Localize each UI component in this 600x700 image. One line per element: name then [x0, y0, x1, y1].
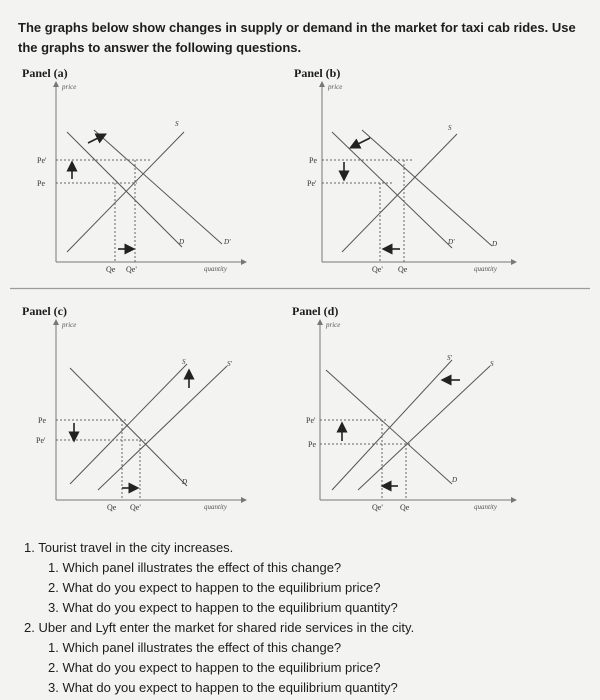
panel-b-graph	[292, 66, 552, 286]
supply-label: S	[175, 120, 179, 128]
supply-curve	[358, 366, 490, 490]
question-2-3: 3. What do you expect to happen to the equilibrium quantity?	[48, 680, 398, 695]
panel-c-graph	[22, 304, 282, 524]
p-new-label: Pe'	[307, 179, 317, 188]
q-old-label: Qe	[106, 265, 116, 274]
supply-label: S	[448, 124, 452, 132]
q-old-label: Qe	[400, 503, 410, 512]
panel-b-title: Panel (b)	[294, 66, 341, 80]
intro-text: The graphs below show changes in supply or demand in the market for taxi cab rides. Use the graphs to answer the following questions.	[18, 20, 576, 55]
supply-new-label: S'	[227, 360, 232, 368]
supply-label: S	[182, 358, 186, 366]
quantity-axis-label: quantity	[474, 503, 497, 511]
demand-curve	[67, 132, 185, 247]
question-1-1: 1. Which panel illustrates the effect of this change?	[48, 560, 342, 575]
p-old-label: Pe	[309, 156, 317, 165]
question-list	[24, 538, 584, 698]
question-1-2: 2. What do you expect to happen to the equilibrium price?	[48, 580, 381, 595]
price-axis-label: price	[62, 83, 77, 91]
price-axis-label: price	[326, 321, 341, 329]
quantity-axis-label: quantity	[204, 503, 227, 511]
supply-curve	[70, 364, 187, 484]
panel-d-title: Panel (d)	[292, 304, 339, 318]
panel-d-graph	[292, 304, 552, 524]
p-new-label: Pe'	[37, 156, 47, 165]
demand-label: D	[452, 476, 458, 484]
demand-label: D	[492, 240, 498, 248]
demand-shift-arrow	[88, 136, 102, 143]
question-2: 2. Uber and Lyft enter the market for shared ride services in the city.	[24, 620, 415, 635]
panel-divider	[10, 287, 590, 290]
price-axis-label: price	[328, 83, 343, 91]
p-old-label: Pe	[308, 440, 316, 449]
p-new-label: Pe'	[36, 436, 46, 445]
supply-new-label: S'	[447, 354, 452, 362]
demand-label: D	[179, 238, 185, 246]
question-1: 1. Tourist travel in the city increases.	[24, 540, 234, 555]
demand-curve	[70, 368, 187, 486]
panel-a-graph	[22, 66, 282, 286]
q-new-label: Qe'	[372, 265, 383, 274]
p-old-label: Pe	[37, 179, 45, 188]
quantity-axis-label: quantity	[474, 265, 497, 273]
q-old-label: Qe	[107, 503, 117, 512]
question-2-1: 1. Which panel illustrates the effect of this change?	[48, 640, 342, 655]
question-1-3: 3. What do you expect to happen to the equilibrium quantity?	[48, 600, 398, 615]
demand-curve-new	[94, 130, 222, 244]
supply-curve-new	[332, 360, 452, 490]
panel-c-title: Panel (c)	[22, 304, 67, 318]
demand-new-label: D'	[448, 238, 455, 246]
p-old-label: Pe	[38, 416, 46, 425]
q-old-label: Qe	[398, 265, 408, 274]
demand-shift-arrow	[354, 138, 370, 146]
q-new-label: Qe'	[126, 265, 137, 274]
demand-curve	[326, 370, 452, 484]
q-new-label: Qe'	[372, 503, 383, 512]
demand-curve-new	[332, 132, 452, 248]
supply-curve	[342, 134, 457, 252]
demand-curve	[362, 130, 492, 246]
demand-label: D	[182, 478, 188, 486]
q-new-label: Qe'	[130, 503, 141, 512]
supply-curve-new	[98, 366, 227, 490]
supply-label: S	[490, 360, 494, 368]
panel-c	[22, 304, 282, 524]
question-2-2: 2. What do you expect to happen to the equilibrium price?	[48, 660, 381, 675]
panel-a	[22, 66, 282, 286]
price-axis-label: price	[62, 321, 77, 329]
demand-new-label: D'	[224, 238, 231, 246]
quantity-axis-label: quantity	[204, 265, 227, 273]
panel-a-title: Panel (a)	[22, 66, 68, 80]
panel-d	[292, 304, 552, 524]
p-new-label: Pe'	[306, 416, 316, 425]
panel-b	[292, 66, 552, 286]
